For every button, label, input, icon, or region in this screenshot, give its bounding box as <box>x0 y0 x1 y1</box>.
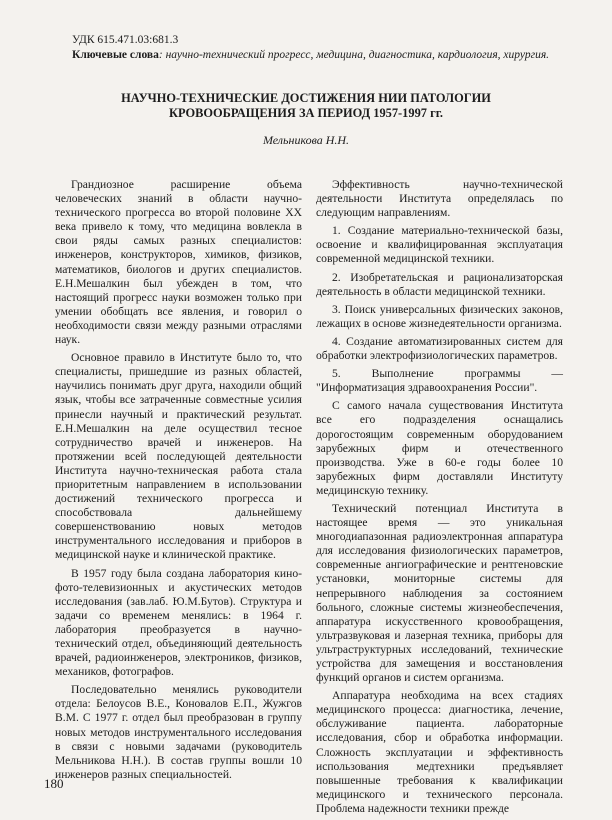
paragraph: В 1957 году была создана лаборатория кино-фото-телевизионных и акустических методов исследования (зав.лаб. Ю.М.Бутов). Структура и задачи со временем менялись: в 1964 г. лаборатория преобразуется в научно-технический отдел, объединяющий деятельность врачей, радиоинженеров, электроников, физиков, механиков, фотографов. <box>55 566 302 679</box>
paragraph: 2. Изобретательская и рационализаторская деятельность в области медицинской техники. <box>316 270 563 298</box>
author: Мельникова Н.Н. <box>262 133 350 147</box>
paragraph: Технический потенциал Института в настоящее время — это уникальная многодиапазонная радиоэлектронная аппаратура для исследования физиологических параметров, современные ангиографические и рентгеновские установки, мониторные системы для непрерывного наблюдения за состоянием больного, сложные системы жизнеобеспечения, аппаратура искусственного кровообращения, ультразвуковая и лазерная техника, приборы для ультраструктурных исследований, технические устройства для замещения и восстановления функций органов и систем организма. <box>316 501 563 685</box>
paragraph: С самого начала существования Института все его подразделения оснащались дорогостоящим современным оборудованием зарубежных фирм и отечественного производства. Уже в 60-е годы более 10 зарубежных фирм доставляли Институту медицинскую технику. <box>316 399 563 497</box>
paragraph: 3. Поиск универсальных физических законов, лежащих в основе жизнедеятельности организма. <box>316 302 563 330</box>
page-number: 180 <box>44 776 64 791</box>
paragraph: Аппаратура необходима на всех стадиях медицинского процесса: диагностика, лечение, обслуживание пациента. лабораторные исследования, сбор и обработка информации. Сложность эксплуатации и эффективность использования медтехники предъявляет повышенные требования к квалификации медицинского и технического персонала. Проблема надежности техники прежде <box>316 689 563 815</box>
paragraph: Грандиозное расширение объема человеческих знаний в области научно-технического прогресса во второй половине XX века привело к тому, что медицина вовлекла в свои ряды самых разных специалистов: инженеров, конструкторов, химиков, физиков, математиков, биологов и других специалистов. Е.Н.Мешалкин был убежден в том, что настоящий прогресс науки возможен только при умении обобщать все явления, и говорил о необходимости связи между разными отраслями наук. <box>55 178 302 347</box>
paragraph: 4. Создание автоматизированных систем для обработки электрофизиологических параметров. <box>316 334 563 363</box>
keywords-line <box>72 49 549 61</box>
paragraph: Последовательно менялись руководители отдела: Белоусов В.Е., Коновалов Е.П., Жужгов В.М. С 1977 г. отдел был преобразован в группу новых методов инструментального исследования в связи с новыми задачами (руководитель Мельникова Н.Н.). В состав группы вошли 10 инженеров разных специальностей. <box>55 683 302 781</box>
udc-code: УДК 615.471.03:681.3 <box>72 34 179 46</box>
paragraph: Основное правило в Институте было то, что специалисты, пришедшие из разных областей, научились понимать друг друга, находили общий язык, чтобы все затраченные совместные усилия принесли научный и практический результат. Е.Н.Мешалкин на деле осуществил тесное сотрудничество врачей и инженеров. На протяжении всей последующей деятельности Института научно-техническая работа стала приоритетным направлением в использовании достижений технического прогресса и способствовала дальнейшему совершенствованию новых методов инструментального исследования и приборов в медицинской науке и клинической практике. <box>55 351 302 562</box>
paragraph: 1. Создание материально-технической базы, освоение и квалифицированная эксплуатация современной медицинской техники. <box>316 224 563 266</box>
title-line-2: КРОВООБРАЩЕНИЯ ЗА ПЕРИОД 1957-1997 гг. <box>168 106 444 120</box>
title-line-1: НАУЧНО-ТЕХНИЧЕСКИЕ ДОСТИЖЕНИЯ НИИ ПАТОЛОГИИ <box>121 91 491 105</box>
keywords-text: : научно-технический прогресс, медицина, диагностика, кардиология, хирургия. <box>158 49 550 61</box>
paragraph: 5. Выполнение программы — "Информатизация здравоохранения России". <box>316 367 563 395</box>
keywords-label: Ключевые слова <box>72 49 159 61</box>
paragraph: Эффективность научно-технической деятельности Института определялась по следующим направлениям. <box>316 178 563 220</box>
right-column <box>316 178 563 820</box>
article-title <box>60 91 552 121</box>
left-column <box>55 178 302 786</box>
